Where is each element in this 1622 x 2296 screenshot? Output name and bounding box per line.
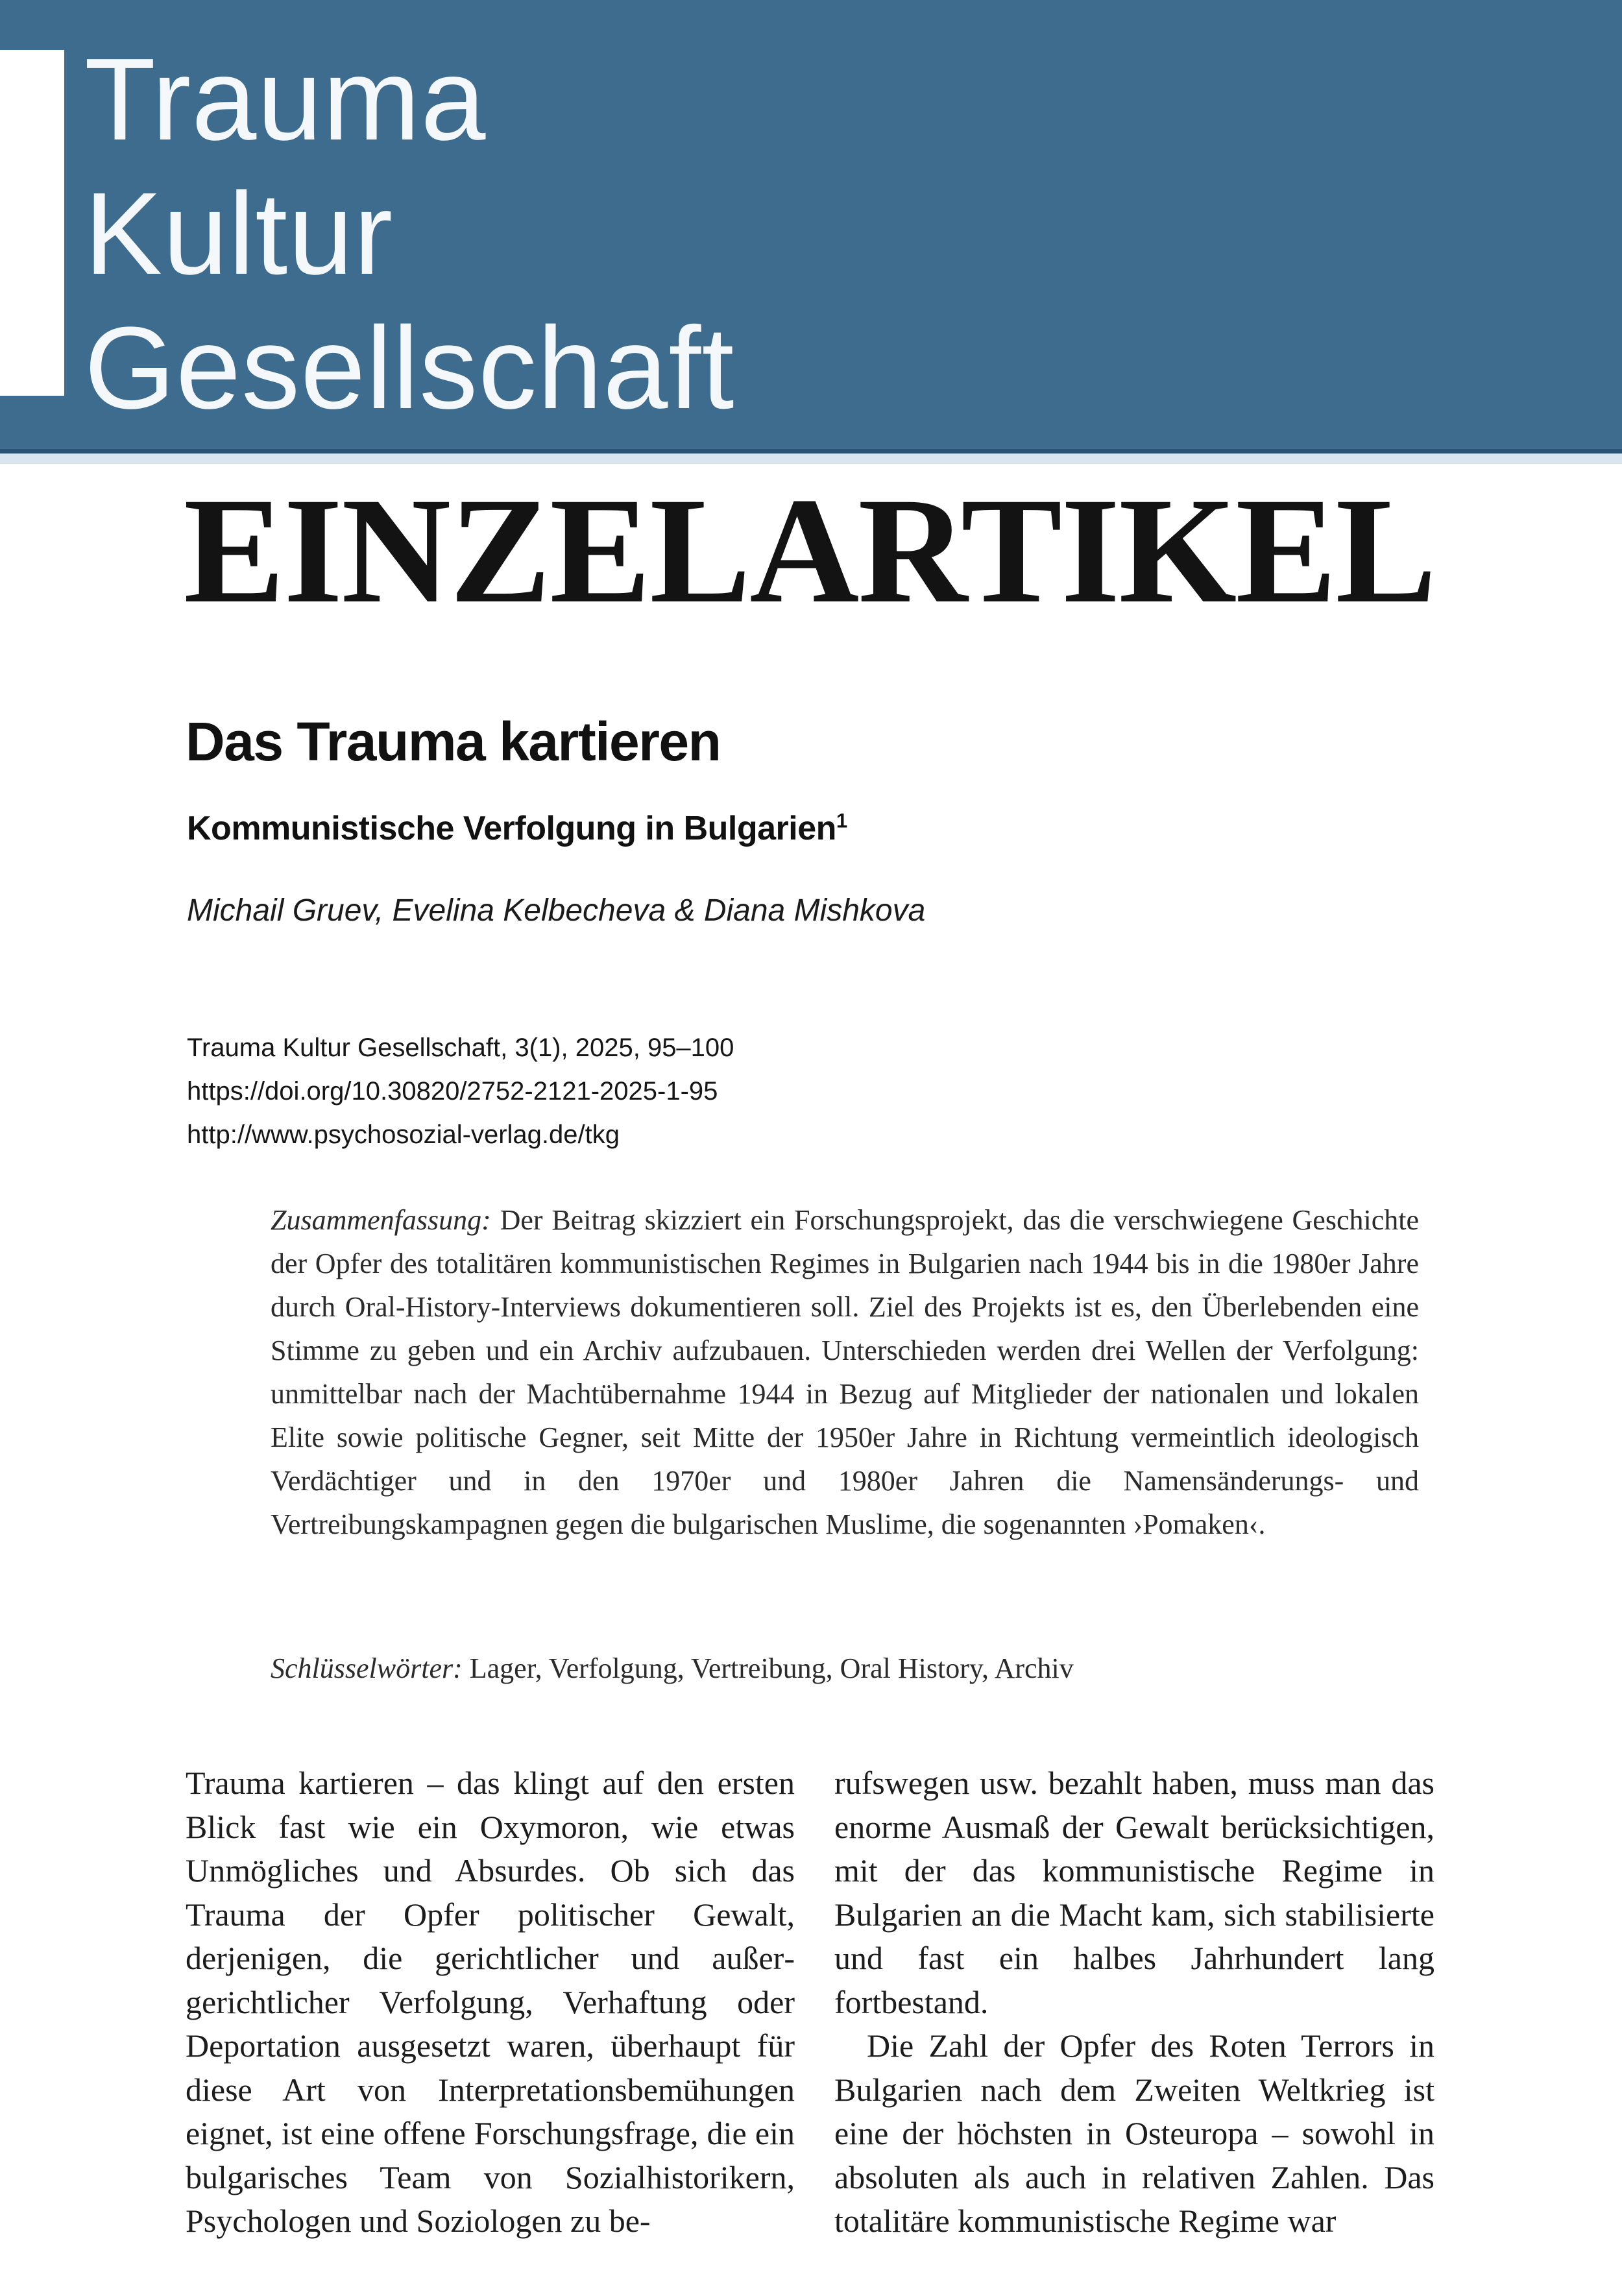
keywords-text: Lager, Verfolgung, Vertreibung, Oral History, Archiv: [462, 1652, 1074, 1684]
banner-strip: [0, 453, 1622, 464]
journal-logo: [84, 32, 734, 435]
logo-line-trauma: Trauma: [84, 34, 487, 165]
body-column-right: [834, 1761, 1434, 2243]
article-subtitle-text: Kommunistische Verfolgung in Bulgarien: [187, 810, 836, 847]
keywords-label: Schlüsselwörter:: [271, 1652, 463, 1684]
keywords: [271, 1647, 1432, 1690]
citation-doi-link[interactable]: https://doi.org/10.30820/2752-2121-2025-1-95: [187, 1077, 718, 1106]
footnote-marker: 1: [836, 809, 847, 832]
citation-journal-line: Trauma Kultur Gesellschaft, 3(1), 2025, 95–100: [187, 1033, 734, 1062]
citation-website-link[interactable]: http://www.psychosozial-verlag.de/tkg: [187, 1120, 620, 1149]
logo-line-kultur: Kultur: [84, 169, 394, 299]
abstract-text: Der Beitrag skizziert ein Forschungsprojekt, das die verschwiegene Geschichte der Opfer des totalitären kommunistischen Regimes in Bulgarien nach 1944 bis in die 1980er Jahre durch Oral-History-Interviews dokumentieren soll. Ziel des Projekts ist es, den Überlebenden eine Stimme zu geben und ein Archiv aufzubauen. Unterschieden werden drei Wellen der Verfolgung: unmittelbar nach der Machtübernahme 1944 in Bezug auf Mitglieder der nationalen und lokalen Elite sowie politische Gegner, seit Mitte der 1950er Jahre in Richtung vermeintlich ideologisch Verdächtiger und in den 1970er und 1980er Jahren die Namensänderungs- und Vertreibungskampagnen gegen die bulgarischen Muslime, die sogenannten ›Pomaken‹.: [271, 1204, 1419, 1540]
citation-block: [187, 1026, 734, 1157]
body-paragraph: Die Zahl der Opfer des Roten Terrors in Bulgarien nach dem Zweiten Weltkrieg ist eine der höchsten in Osteuropa – sowohl in absoluten als auch in relativen Zahlen. Das totalitäre kommunistische Regime war: [834, 2027, 1434, 2239]
article-authors: Michail Gruev, Evelina Kelbecheva & Diana Mishkova: [187, 893, 926, 928]
logo-line-gesellschaft: Gesellschaft: [84, 303, 735, 433]
banner-border: [0, 449, 1622, 453]
abstract: [271, 1198, 1419, 1546]
journal-logo-bar: [0, 50, 64, 396]
article-title: Das Trauma kartieren: [186, 711, 721, 772]
article-subtitle: [187, 809, 847, 847]
body-paragraph: rufswegen usw. bezahlt haben, muss man das enorme Ausmaß der Gewalt berücksichtigen, mit der das kommunistische Regime in Bulgarien an die Macht kam, sich stabilisierte und fast ein halbes Jahrhundert lang fortbestand.: [834, 1765, 1434, 2020]
abstract-label: Zusammenfassung:: [271, 1204, 491, 1236]
section-heading: EINZELARTIKEL: [184, 466, 1436, 634]
body-column-left: [186, 1761, 795, 2243]
body-paragraph: Trauma kartieren – das klingt auf den ersten Blick fast wie ein Oxymoron, wie etwas Unmögliches und Absurdes. Ob sich das Trauma der Opfer politischer Gewalt, derjenigen, die gerichtlicher und außergerichtlicher Verfolgung, Verhaftung oder Deportation ausgesetzt waren, überhaupt für diese Art von Interpretationsbemühungen eignet, ist eine offene Forschungsfrage, die ein bulgarisches Team von Sozialhistorikern, Psychologen und Soziologen zu be-: [186, 1765, 795, 2239]
